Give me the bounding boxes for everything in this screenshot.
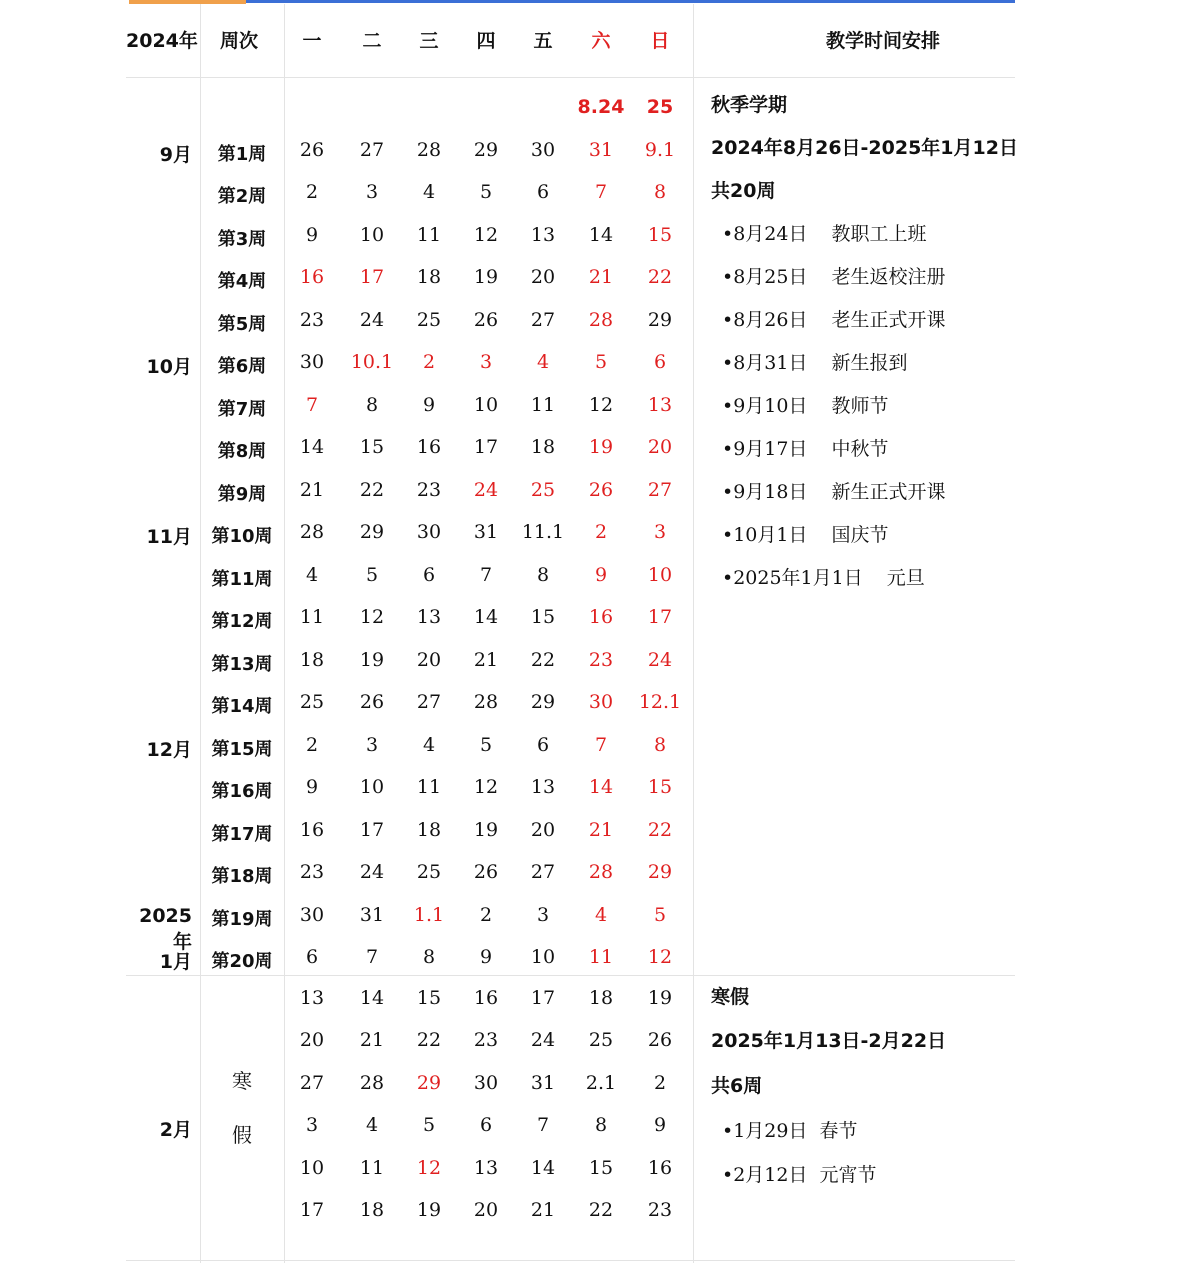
vacation-label: 假 bbox=[232, 1123, 252, 1147]
date-cell: 3 bbox=[653, 521, 667, 543]
date-cell: 15 bbox=[359, 436, 385, 458]
vacation-date-cell: 2.1 bbox=[585, 1071, 617, 1094]
week-label: 第1周 bbox=[217, 143, 267, 165]
date-cell: 14 bbox=[473, 606, 499, 628]
week-header: 周次 bbox=[219, 30, 258, 52]
schedule-item bbox=[722, 1116, 858, 1143]
date-cell: 8 bbox=[422, 946, 436, 968]
date-cell: 21 bbox=[588, 266, 614, 288]
date-cell: 9 bbox=[305, 776, 319, 798]
date-cell: 16 bbox=[416, 436, 442, 458]
date-cell: 10 bbox=[530, 946, 556, 968]
date-cell: 25 bbox=[299, 691, 325, 713]
date-cell: 8 bbox=[653, 181, 667, 203]
date-cell: 17 bbox=[359, 266, 385, 288]
date-cell: 31 bbox=[473, 521, 499, 543]
vacation-date-cell: 28 bbox=[359, 1071, 385, 1094]
date-cell: 20 bbox=[530, 818, 556, 841]
date-cell: 19 bbox=[359, 648, 385, 671]
date-cell: 26 bbox=[359, 691, 385, 713]
date-cell: 26 bbox=[473, 308, 499, 331]
day-header-tue: 二 bbox=[362, 30, 382, 52]
date-cell: 25 bbox=[416, 308, 442, 331]
date-cell: 18 bbox=[299, 648, 325, 671]
date-cell: 6 bbox=[536, 181, 550, 203]
date-cell: 2 bbox=[594, 521, 608, 543]
day-header-sat: 六 bbox=[591, 30, 611, 52]
date-cell: 21 bbox=[588, 818, 614, 841]
date-cell: 8.24 bbox=[577, 96, 625, 118]
date-cell: 30 bbox=[530, 138, 556, 161]
schedule-item-event: 春节 bbox=[819, 1120, 858, 1142]
date-cell: 3 bbox=[365, 733, 379, 756]
vacation-date-cell: 31 bbox=[530, 1071, 556, 1094]
autumn-range: 2024年8月26日-2025年1月12日 bbox=[711, 137, 1018, 159]
date-cell: 25 bbox=[416, 861, 442, 883]
date-cell: 15 bbox=[647, 223, 673, 246]
schedule-item-date: •8月24日 bbox=[722, 223, 808, 245]
vacation-label: 寒 bbox=[232, 1069, 252, 1093]
date-cell: 2 bbox=[422, 351, 436, 373]
date-cell: 20 bbox=[530, 266, 556, 288]
date-cell: 10 bbox=[359, 776, 385, 798]
date-cell: 11.1 bbox=[521, 521, 565, 543]
week-label: 第20周 bbox=[211, 951, 273, 972]
date-cell: 29 bbox=[647, 861, 673, 883]
date-cell: 28 bbox=[588, 308, 614, 331]
date-cell: 22 bbox=[647, 818, 673, 841]
date-cell: 29 bbox=[530, 691, 556, 713]
date-cell: 18 bbox=[416, 266, 442, 288]
date-cell: 11 bbox=[588, 946, 614, 968]
divider-header bbox=[126, 77, 1015, 78]
week-label: 第18周 bbox=[211, 866, 273, 887]
vacation-month-label: 2月 bbox=[159, 1119, 192, 1141]
schedule-item-date: •8月26日 bbox=[722, 309, 808, 331]
schedule-item-event: 元旦 bbox=[886, 567, 925, 589]
vacation-date-cell: 7 bbox=[536, 1114, 550, 1137]
week-label: 第12周 bbox=[211, 611, 273, 632]
date-cell: 23 bbox=[299, 861, 325, 883]
date-cell: 11 bbox=[416, 223, 442, 246]
vacation-date-cell: 13 bbox=[473, 1156, 499, 1179]
vacation-date-cell: 16 bbox=[473, 987, 499, 1009]
date-cell: 2 bbox=[479, 903, 493, 926]
month-label: 10月 bbox=[146, 356, 192, 378]
vacation-date-cell: 23 bbox=[647, 1199, 673, 1221]
vacation-date-cell: 4 bbox=[365, 1114, 379, 1137]
date-cell: 9 bbox=[422, 393, 436, 416]
week-label: 第3周 bbox=[217, 228, 267, 250]
date-cell: 30 bbox=[416, 521, 442, 543]
date-cell: 13 bbox=[647, 393, 673, 416]
date-cell: 6 bbox=[653, 351, 667, 373]
date-cell: 23 bbox=[299, 308, 325, 331]
vacation-date-cell: 30 bbox=[473, 1071, 499, 1094]
date-cell: 6 bbox=[536, 733, 550, 756]
vacation-date-cell: 20 bbox=[299, 1029, 325, 1052]
date-cell: 30 bbox=[299, 903, 325, 926]
schedule-header: 教学时间安排 bbox=[825, 30, 940, 52]
week-label: 第11周 bbox=[211, 568, 273, 590]
date-cell: 28 bbox=[588, 861, 614, 883]
date-cell: 5 bbox=[594, 351, 608, 373]
header-accent-orange bbox=[129, 0, 246, 4]
date-cell: 29 bbox=[473, 138, 499, 161]
date-cell: 17 bbox=[359, 818, 385, 841]
date-cell: 9.1 bbox=[644, 138, 676, 161]
date-cell: 3 bbox=[365, 181, 379, 203]
schedule-item-event: 教师节 bbox=[831, 395, 889, 417]
vacation-date-cell: 22 bbox=[588, 1199, 614, 1221]
autumn-title: 秋季学期 bbox=[711, 94, 788, 116]
date-cell: 7 bbox=[305, 393, 319, 416]
winter-title: 寒假 bbox=[711, 986, 750, 1008]
vacation-date-cell: 22 bbox=[416, 1029, 442, 1052]
date-cell: 11 bbox=[299, 606, 325, 628]
date-cell: 26 bbox=[299, 138, 325, 161]
vacation-date-cell: 19 bbox=[416, 1199, 442, 1221]
week-label: 第5周 bbox=[217, 313, 267, 335]
vacation-date-cell: 19 bbox=[647, 987, 673, 1009]
day-header-sun: 日 bbox=[650, 30, 670, 52]
vacation-date-cell: 16 bbox=[647, 1156, 673, 1179]
month-label: 12月 bbox=[146, 738, 192, 761]
date-cell: 18 bbox=[530, 436, 556, 458]
week-label: 第6周 bbox=[217, 356, 267, 377]
date-cell: 10 bbox=[359, 223, 385, 246]
schedule-item-event: 老生正式开课 bbox=[831, 309, 946, 331]
date-cell: 13 bbox=[530, 776, 556, 798]
date-cell: 30 bbox=[588, 691, 614, 713]
date-cell: 16 bbox=[299, 266, 325, 288]
schedule-item-date: •2月12日 bbox=[722, 1164, 808, 1186]
schedule-item-event: 中秋节 bbox=[831, 438, 889, 460]
vacation-date-cell: 15 bbox=[588, 1156, 614, 1179]
vacation-date-cell: 18 bbox=[359, 1199, 385, 1221]
header-accent-blue bbox=[246, 0, 1015, 3]
date-cell: 24 bbox=[647, 648, 673, 671]
date-cell: 13 bbox=[530, 223, 556, 246]
date-cell: 3 bbox=[479, 351, 493, 373]
schedule-item-date: •9月17日 bbox=[722, 438, 808, 460]
date-cell: 11 bbox=[530, 393, 556, 416]
autumn-total: 共20周 bbox=[711, 180, 776, 202]
schedule-item-date: •9月10日 bbox=[722, 395, 808, 417]
week-label: 第19周 bbox=[211, 908, 273, 930]
vacation-date-cell: 23 bbox=[473, 1029, 499, 1052]
schedule-item bbox=[722, 520, 889, 547]
schedule-item-event: 教职工上班 bbox=[831, 223, 927, 245]
date-cell: 7 bbox=[479, 563, 493, 586]
week-label: 第16周 bbox=[211, 781, 273, 802]
day-header-fri: 五 bbox=[533, 30, 553, 52]
schedule-item-date: •1月29日 bbox=[722, 1120, 808, 1142]
vacation-date-cell: 25 bbox=[588, 1029, 614, 1052]
vacation-date-cell: 5 bbox=[422, 1114, 436, 1137]
date-cell: 17 bbox=[647, 606, 673, 628]
date-cell: 27 bbox=[530, 861, 556, 883]
date-cell: 16 bbox=[299, 818, 325, 841]
date-cell: 6 bbox=[422, 563, 436, 586]
date-cell: 27 bbox=[530, 308, 556, 331]
vacation-date-cell: 24 bbox=[530, 1029, 556, 1052]
date-cell: 6 bbox=[305, 946, 319, 968]
date-cell: 12 bbox=[647, 946, 673, 968]
date-cell: 7 bbox=[365, 946, 379, 968]
date-cell: 19 bbox=[588, 436, 614, 458]
vacation-date-cell: 12 bbox=[416, 1156, 442, 1179]
month-label: 11月 bbox=[146, 526, 192, 548]
date-cell: 15 bbox=[647, 776, 673, 798]
date-cell: 12 bbox=[473, 223, 499, 246]
date-cell: 12 bbox=[473, 776, 499, 798]
schedule-item bbox=[722, 219, 927, 246]
date-cell: 12.1 bbox=[638, 691, 682, 713]
date-cell: 20 bbox=[647, 436, 673, 458]
date-cell: 21 bbox=[473, 648, 499, 671]
date-cell: 10.1 bbox=[350, 351, 394, 373]
date-cell: 19 bbox=[473, 266, 499, 288]
date-cell: 9 bbox=[594, 563, 608, 586]
divider-bottom bbox=[126, 1260, 1015, 1261]
date-cell: 7 bbox=[594, 733, 608, 756]
week-label: 第17周 bbox=[211, 823, 273, 845]
schedule-item-event: 元宵节 bbox=[819, 1164, 877, 1186]
date-cell: 31 bbox=[359, 903, 385, 926]
date-cell: 2 bbox=[305, 181, 319, 203]
date-cell: 19 bbox=[473, 818, 499, 841]
schedule-item bbox=[722, 477, 946, 504]
month-label: 1月 bbox=[159, 951, 192, 973]
schedule-item bbox=[722, 434, 889, 461]
date-cell: 24 bbox=[359, 308, 385, 331]
week-label: 第4周 bbox=[217, 271, 267, 292]
date-cell: 3 bbox=[536, 903, 550, 926]
week-label: 第14周 bbox=[211, 696, 273, 717]
vacation-date-cell: 2 bbox=[653, 1071, 667, 1094]
week-label: 第10周 bbox=[211, 526, 273, 547]
date-cell: 2 bbox=[305, 733, 319, 756]
schedule-item bbox=[722, 563, 925, 590]
schedule-item-date: •9月18日 bbox=[722, 481, 808, 503]
vacation-date-cell: 20 bbox=[473, 1199, 499, 1221]
vacation-date-cell: 10 bbox=[299, 1156, 325, 1179]
date-cell: 11 bbox=[416, 776, 442, 798]
date-cell: 14 bbox=[299, 436, 325, 458]
vacation-date-cell: 14 bbox=[359, 987, 385, 1009]
date-cell: 4 bbox=[305, 563, 319, 586]
date-cell: 29 bbox=[359, 521, 385, 543]
schedule-item bbox=[722, 348, 908, 375]
vacation-date-cell: 13 bbox=[299, 987, 325, 1009]
vacation-date-cell: 26 bbox=[647, 1029, 673, 1052]
date-cell: 4 bbox=[422, 733, 436, 756]
date-cell: 22 bbox=[530, 648, 556, 671]
month-label: 2025年 bbox=[139, 904, 192, 953]
date-cell: 22 bbox=[359, 478, 385, 501]
date-cell: 9 bbox=[305, 223, 319, 246]
date-cell: 25 bbox=[530, 478, 556, 501]
date-cell: 23 bbox=[416, 478, 442, 501]
schedule-item-date: •10月1日 bbox=[722, 524, 808, 546]
date-cell: 5 bbox=[479, 181, 493, 203]
date-cell: 28 bbox=[416, 138, 442, 161]
vacation-date-cell: 14 bbox=[530, 1156, 556, 1179]
vacation-date-cell: 17 bbox=[530, 987, 556, 1009]
schedule-item-date: •2025年1月1日 bbox=[722, 567, 863, 589]
schedule-item-event: 新生报到 bbox=[831, 352, 908, 374]
date-cell: 28 bbox=[473, 691, 499, 713]
week-label: 第7周 bbox=[217, 398, 267, 420]
schedule-item-date: •8月31日 bbox=[722, 352, 808, 374]
schedule-item bbox=[722, 391, 889, 418]
date-cell: 24 bbox=[359, 861, 385, 883]
winter-range: 2025年1月13日-2月22日 bbox=[711, 1030, 947, 1052]
date-cell: 27 bbox=[359, 138, 385, 161]
divider-semester-vacation bbox=[126, 975, 1015, 976]
date-cell: 18 bbox=[416, 818, 442, 841]
date-cell: 20 bbox=[416, 648, 442, 671]
date-cell: 25 bbox=[646, 96, 674, 118]
schedule-item bbox=[722, 305, 946, 332]
date-cell: 5 bbox=[365, 563, 379, 586]
divider-days-schedule bbox=[693, 4, 694, 1263]
date-cell: 14 bbox=[588, 223, 614, 246]
vacation-date-cell: 21 bbox=[359, 1029, 385, 1052]
date-cell: 4 bbox=[422, 181, 436, 203]
date-cell: 28 bbox=[299, 521, 325, 543]
schedule-item-date: •8月25日 bbox=[722, 266, 808, 288]
schedule-item-event: 新生正式开课 bbox=[831, 481, 946, 503]
date-cell: 21 bbox=[299, 478, 325, 501]
schedule-item-event: 老生返校注册 bbox=[831, 266, 946, 288]
date-cell: 8 bbox=[365, 393, 379, 416]
date-cell: 16 bbox=[588, 606, 614, 628]
date-cell: 1.1 bbox=[413, 903, 445, 926]
vacation-date-cell: 11 bbox=[359, 1156, 385, 1179]
date-cell: 26 bbox=[588, 478, 614, 501]
date-cell: 27 bbox=[647, 478, 673, 501]
week-label: 第13周 bbox=[211, 653, 273, 675]
week-label: 第15周 bbox=[211, 738, 273, 760]
day-header-mon: 一 bbox=[302, 30, 322, 52]
date-cell: 24 bbox=[473, 478, 499, 501]
schedule-item bbox=[722, 262, 946, 289]
date-cell: 8 bbox=[536, 563, 550, 586]
vacation-date-cell: 6 bbox=[479, 1114, 493, 1137]
date-cell: 4 bbox=[536, 351, 550, 373]
vacation-date-cell: 15 bbox=[416, 987, 442, 1009]
day-header-thu: 四 bbox=[476, 30, 496, 52]
date-cell: 15 bbox=[530, 606, 556, 628]
date-cell: 12 bbox=[359, 606, 385, 628]
date-cell: 8 bbox=[653, 733, 667, 756]
date-cell: 5 bbox=[479, 733, 493, 756]
year-header: 2024年 bbox=[126, 30, 198, 52]
date-cell: 23 bbox=[588, 648, 614, 671]
date-cell: 5 bbox=[653, 903, 667, 926]
date-cell: 29 bbox=[647, 308, 673, 331]
vacation-date-cell: 9 bbox=[653, 1114, 667, 1137]
schedule-item bbox=[722, 1160, 877, 1187]
date-cell: 12 bbox=[588, 393, 614, 416]
date-cell: 27 bbox=[416, 691, 442, 713]
date-cell: 9 bbox=[479, 946, 493, 968]
vacation-date-cell: 29 bbox=[416, 1071, 442, 1094]
date-cell: 7 bbox=[594, 181, 608, 203]
week-label: 第9周 bbox=[217, 483, 267, 505]
date-cell: 17 bbox=[473, 436, 499, 458]
vacation-date-cell: 17 bbox=[299, 1199, 325, 1221]
week-label: 第2周 bbox=[217, 186, 267, 207]
date-cell: 26 bbox=[473, 861, 499, 883]
date-cell: 22 bbox=[647, 266, 673, 288]
date-cell: 10 bbox=[647, 563, 673, 586]
date-cell: 4 bbox=[594, 903, 608, 926]
schedule-item-event: 国庆节 bbox=[831, 524, 889, 546]
date-cell: 30 bbox=[299, 351, 325, 373]
date-cell: 31 bbox=[588, 138, 614, 161]
vacation-date-cell: 3 bbox=[305, 1114, 319, 1137]
vacation-date-cell: 27 bbox=[299, 1071, 325, 1094]
date-cell: 13 bbox=[416, 606, 442, 628]
vacation-date-cell: 8 bbox=[594, 1114, 608, 1137]
date-cell: 10 bbox=[473, 393, 499, 416]
day-header-wed: 三 bbox=[419, 30, 439, 52]
week-label: 第8周 bbox=[217, 441, 267, 462]
date-cell: 14 bbox=[588, 776, 614, 798]
month-label: 9月 bbox=[159, 143, 192, 166]
winter-total: 共6周 bbox=[711, 1075, 763, 1097]
vacation-date-cell: 18 bbox=[588, 987, 614, 1009]
vacation-date-cell: 21 bbox=[530, 1199, 556, 1221]
